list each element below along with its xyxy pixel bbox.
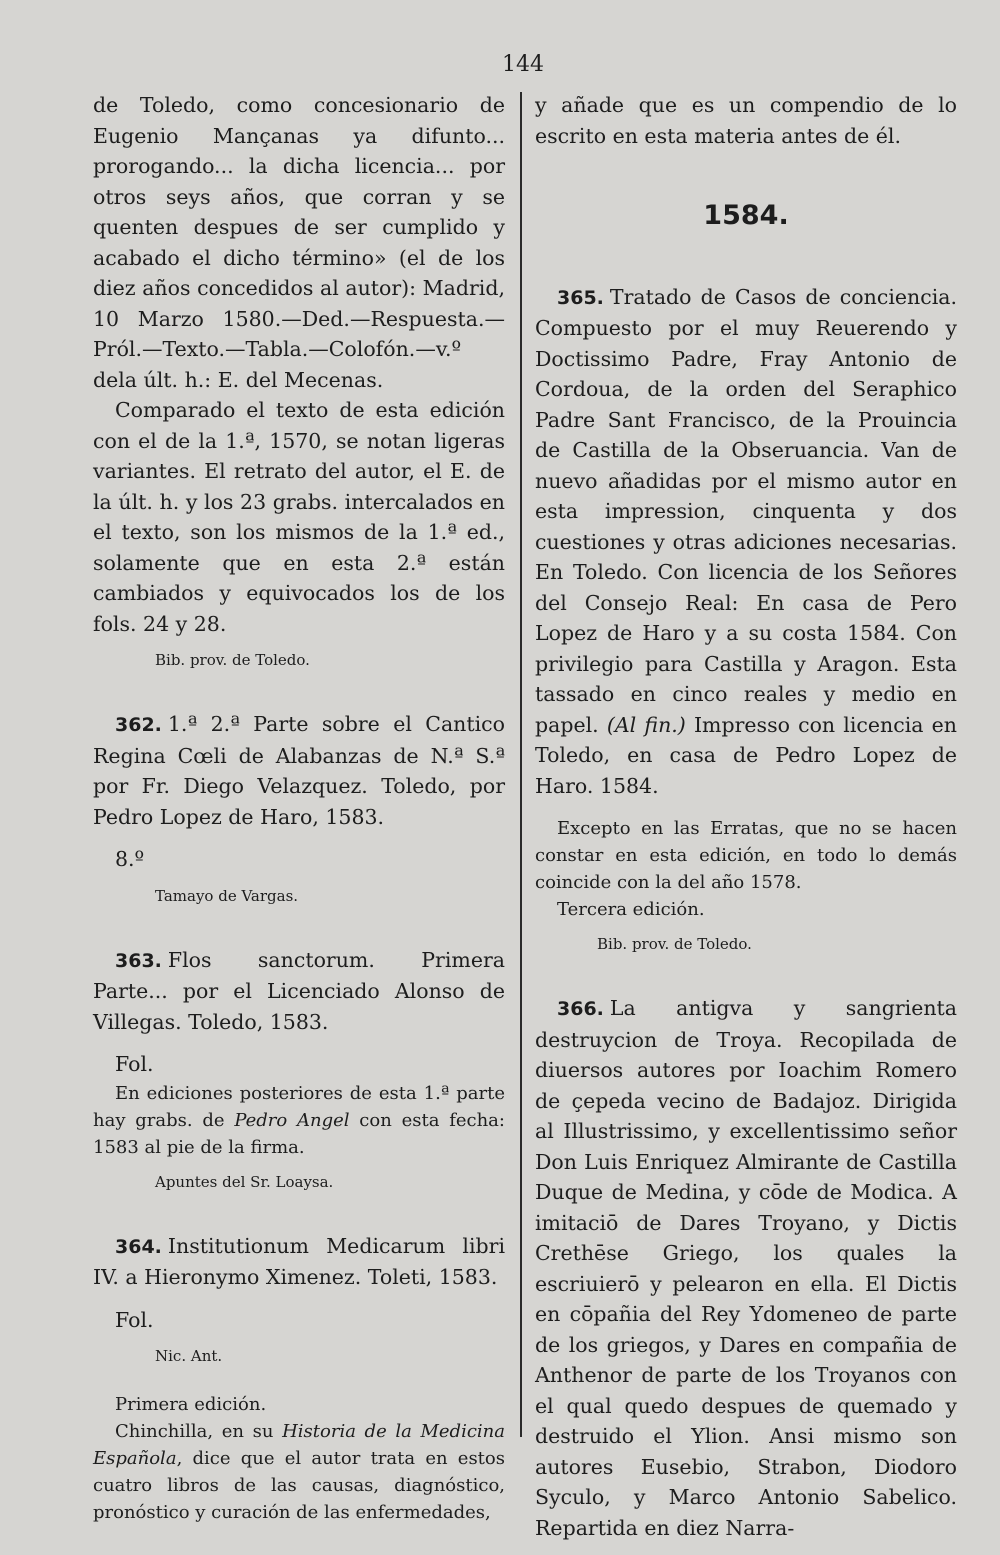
entry-number: 364. [115,1235,162,1258]
entry-text: La antigva y sangrienta destruycion de Troya. Recopilada de diuersos autores por Ioachim Romero de çepeda vecino de Badajoz. Dirigida al Illustrissimo, y excellentissimo señor Don Luis Enriquez Almirante de Castilla Duque de Medina, y cōde de Modica. A imitaciō de Dares Troyano, y Dictis Crethēse Griego, los quales la escriuierō y pelearon en ella. El Dictis en cōpañia del Rey Ydomeneo de parte de los griegos, y Dares en compañia de Anthenor de parte de los Troyanos con el qual quedo despues de quemado y destruido el Ylion. Ansi mismo son autores Eusebio, Strabon, Diodoro Syculo, y Marco Antonio Sabelico. Repartida en diez Narra- [535,996,957,1540]
source-citation: Nic. Ant. [155,1347,223,1365]
entry-365: 365. Tratado de Casos de conciencia. Compuesto por el muy Reuerendo y Doctissimo Padre, Fray Antonio de Cordoua, de la orden del Seraphico Padre Sant Francisco, de la Prouincia de Castilla de la Obseruancia. Van de nuevo añadidas por el mismo autor en esta impression, cinquenta y dos cuestiones y otras adiciones necesarias. En Toledo. Con licencia de los Señores del Consejo Real: En casa de Pero Lopez de Haro y a su costa 1584. Con privilegio para Castilla y Aragon. Esta tassado en cinco reales y medio en papel. (Al fin.) Impresso con licencia en Toledo, en casa de Pedro Lopez de Haro. 1584. Excepto en las Erratas, que no se hacen constar en esta edición, en todo lo demás coincide con la del año 1578. Tercera edición. Bib. prov. de Toledo. [535,284,957,953]
left-column [93,90,505,1526]
source-citation: Bib. prov. de Toledo. [155,651,310,669]
source-citation: Tamayo de Vargas. [155,886,299,905]
entry-number: 363. [115,949,162,972]
entry-366 [535,993,957,1543]
page-number: 144 [502,52,544,77]
format: 8.º [115,847,145,871]
source-citation: Bib. prov. de Toledo. [597,935,752,953]
year-heading: 1584. [703,200,789,231]
note: Chinchilla, en su Historia de la Medicina Española, dice que el autor trata en estos cuatro libros de las causas, diagnóstico, pronóstico y curación de las enfermedades, [93,1421,505,1523]
format: Fol. [115,1052,154,1076]
entry-text: Institutionum Medicarum libri IV. a Hieronymo Ximenez. Toleti, 1583. [93,1233,505,1289]
edition: Tercera edición. [557,899,705,920]
entry-363 [93,945,505,1193]
entry-number: 366. [557,998,604,1020]
entry-number: 365. [557,286,604,309]
entry-364 [93,1231,505,1527]
right-column [535,90,957,1543]
paragraph: de Toledo, como concesionario de Eugenio Mançanas ya difunto... prorogando... la dicha licencia... por otros seys años, que corran y se quenten despues de ser cumplido y acabado el dicho término» (el de los diez años concedidos al autor): Madrid, 10 Marzo 1580.—Ded.—Respuesta.—Pról.—Texto.—Tabla.—Colofón.—v.º dela últ. h.: E. del Mecenas. [93,93,505,392]
note: En ediciones posteriores de esta 1.ª parte hay grabs. de Pedro Angel con esta fecha: 1583 al pie de la firma. [93,1082,505,1158]
entry-number: 362. [115,714,162,736]
note: Excepto en las Erratas, que no se hacen constar en esta edición, en todo lo demás coincide con la del año 1578. [535,818,957,893]
paragraph: Comparado el texto de esta edición con el de la 1.ª, 1570, se notan ligeras variantes. El retrato del autor, el E. de la últ. h. y los 23 grabs. intercalados en el texto, son los mismos de la 1.ª ed., solamente que en esta 2.ª están cambiados y equivocados los de los fols. 24 y 28. [93,398,505,636]
entry-362 [93,709,505,907]
entry-text: 1.ª 2.ª Parte sobre el Cantico Regina Cœli de Alabanzas de N.ª S.ª por Fr. Diego Velazquez. Toledo, por Pedro Lopez de Haro, 1583. [93,712,505,829]
entry-text: Flos sanctorum. Primera Parte... por el Licenciado Alonso de Villegas. Toledo, 1583. [93,947,505,1034]
format: Fol. [115,1307,154,1332]
column-divider [520,92,522,1437]
paragraph: y añade que es un compendio de lo escrito en esta materia antes de él. [535,93,957,148]
source-citation: Apuntes del Sr. Loaysa. [155,1172,334,1191]
edition: Primera edición. [115,1394,267,1415]
entry-text: Tratado de Casos de conciencia. Compuesto por el muy Reuerendo y Doctissimo Padre, Fray Antonio de Cordoua, de la orden del Seraphico Padre Sant Francisco, de la Prouincia de Castilla de la Obseruancia. Van de nuevo añadidas por el mismo autor en esta impression, cinquenta y dos cuestiones y otras adiciones necesarias. En Toledo. Con licencia de los Señores del Consejo Real: En casa de Pero Lopez de Haro y a su costa 1584. Con privilegio para Castilla y Aragon. Esta tassado en cinco reales y medio en papel. [535,284,957,737]
